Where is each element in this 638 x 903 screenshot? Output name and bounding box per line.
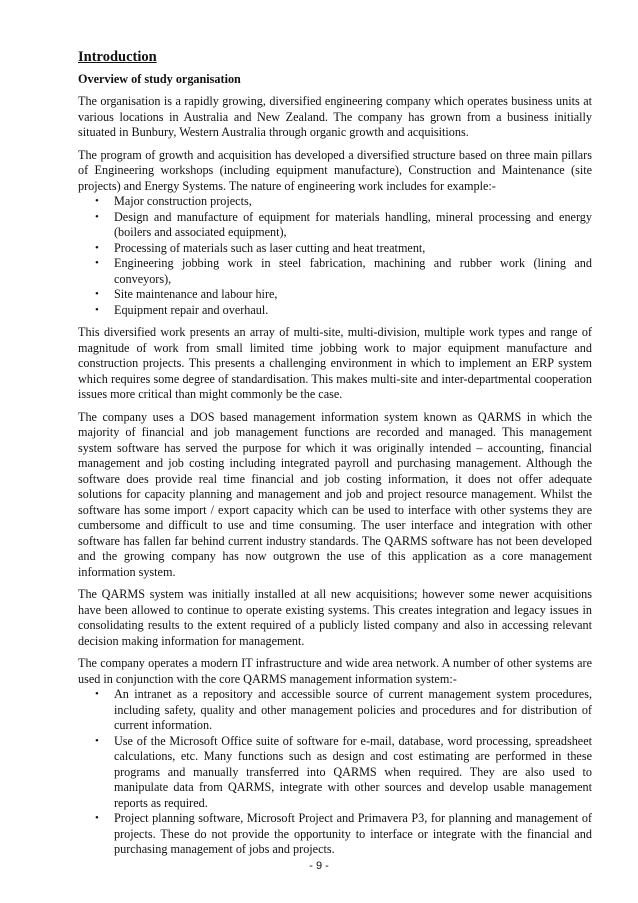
bullet-icon: • xyxy=(95,288,99,300)
list-item-text: An intranet as a repository and accessible source of current management system procedures, including safety, quality and other management policies and procedures and for distribution of current information. xyxy=(114,687,592,732)
list-item-text: Engineering jobbing work in steel fabrication, machining and rubber work (lining and conveyors), xyxy=(114,256,592,286)
list-item xyxy=(78,687,592,734)
bullet-icon: • xyxy=(95,241,99,254)
bullet-icon: • xyxy=(95,210,99,223)
list-item-text: Use of the Microsoft Office suite of software for e-mail, database, word processing, spreadsheet calculations, etc. Many functions such as design and cost estimating are performed in these programs and manually transferred into QARMS when required. They are also used to manipulate data from QARMS, integrate with other sources and develop usable management reports as required. xyxy=(114,733,592,810)
paragraph-diversified-work: This diversified work presents an array of multi-site, multi-division, multiple work types and range of magnitude of work from small limited time jobbing work to major equipment manufacture and construction projects. This presents a challenging environment in which to implement an ERP system which requires some degree of standardisation. This makes multi-site and inter-departmental cooperation issues more critical than might commonly be the case. xyxy=(78,325,592,401)
list-item xyxy=(78,287,592,303)
work-examples-list xyxy=(78,194,592,318)
paragraph-acquisitions: The QARMS system was initially installed at all new acquisitions; however some newer acquisitions have been allowed to continue to operate existing systems. This creates integration and legacy issues in consolidating results to the extent required of a publicly listed company and also in accessing relevant decision making information for management. xyxy=(78,587,592,648)
bullet-icon: • xyxy=(95,303,99,316)
list-item-text: Design and manufacture of equipment for materials handling, mineral processing and energy (boilers and associated equipment), xyxy=(114,209,592,239)
paragraph-intro: The organisation is a rapidly growing, diversified engineering company which operates business units at various locations in Australia and New Zealand. The company has grown from a business initially situated in Bunbury, Western Australia through organic growth and acquisitions. xyxy=(78,94,592,139)
paragraph-pillars: The program of growth and acquisition has developed a diversified structure based on three main pillars of Engineering workshops (including equipment manufacture), Construction and Maintenance (site projects) and Energy Systems. The nature of engineering work includes for example:- xyxy=(78,147,592,193)
list-item xyxy=(78,303,592,319)
bullet-icon: • xyxy=(95,812,99,824)
paragraph-qarms-system: The company uses a DOS based management information system known as QARMS in which the majority of financial and job management functions are recorded and managed. This management system software has served the purpose for which it was originally intended – accounting, financial management and job costing including integrated payroll and purchasing management. Although the software does provide real time financial and job costing information, it does not offer adequate solutions for capacity planning and management and job and project resource management. Whilst the software has some import / export capacity which can be used to interface with other systems they are cumbersome and difficult to use and time consuming. The user interface and integration with other software has fallen far behind current industry standards. The QARMS software has not been developed and the growing company has now outgrown the use of this application as a core management information system. xyxy=(78,409,592,579)
list-item xyxy=(78,241,592,257)
systems-list xyxy=(78,687,592,858)
section-heading: Overview of study organisation xyxy=(78,72,241,86)
bullet-icon: • xyxy=(95,257,99,269)
list-item-text: Project planning software, Microsoft Project and Primavera P3, for planning and management of projects. These do not provide the opportunity to interface or integrate with the financial and purchasing management of jobs and projects. xyxy=(114,811,592,856)
bullet-icon: • xyxy=(95,195,99,207)
list-item xyxy=(78,210,592,241)
page-number: - 9 - xyxy=(309,860,329,872)
list-item xyxy=(78,194,592,210)
list-item xyxy=(78,734,592,812)
list-item-text: Processing of materials such as laser cutting and heat treatment, xyxy=(114,240,426,255)
list-item-text: Major construction projects, xyxy=(114,194,252,208)
bullet-icon: • xyxy=(95,688,99,700)
page-title: Introduction xyxy=(78,49,157,65)
list-item-text: Site maintenance and labour hire, xyxy=(114,287,278,301)
list-item-text: Equipment repair and overhaul. xyxy=(114,302,269,317)
bullet-icon: • xyxy=(95,734,99,747)
list-item xyxy=(78,256,592,287)
paragraph-it-infrastructure: The company operates a modern IT infrastructure and wide area network. A number of other systems are used in conjunction with the core QARMS management information system:- xyxy=(78,656,592,686)
list-item xyxy=(78,811,592,858)
